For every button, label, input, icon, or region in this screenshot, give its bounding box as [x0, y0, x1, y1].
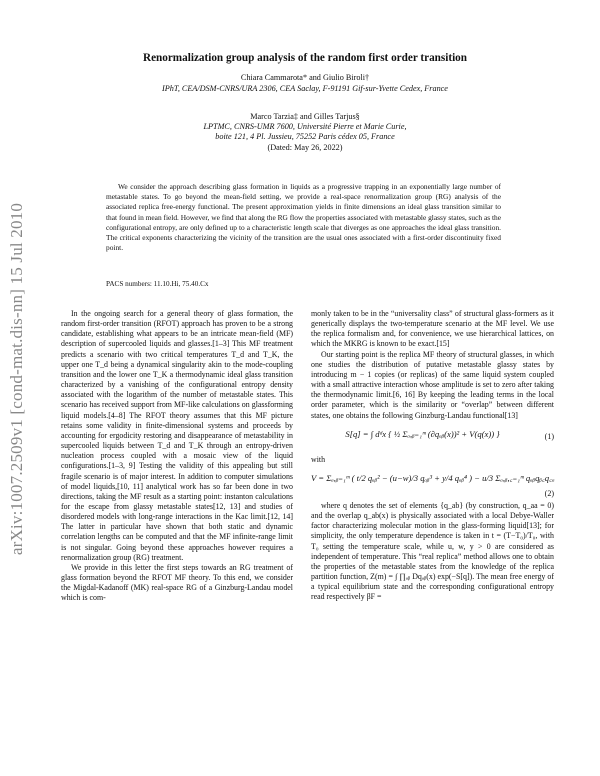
equation-2-number: (2)	[544, 488, 554, 498]
equation-2	[311, 465, 554, 501]
paragraph: monly taken to be in the “universality class” of structural glass-formers as it generically displays the two-temperature scenario at the MF level. We use the replica formalism and, for convenience, we use hierarchical lattices, on which the MKRG is known to be exact.[15]	[311, 309, 554, 349]
paragraph: In the ongoing search for a general theory of glass formation, the random first-order transition (RFOT) approach has proven to be a strong candidate, establishing what appears to be an intricate mean-field (MF) description of supercooled liquids and glasses.[1–3] This MF treatment predicts a scenario with two critical temperatures T_d and T_K, the upper one T_d being a dynamical singularity akin to the mode-coupling transition and the lower one T_K a thermodynamic ideal glass transition characterized by a vanishing of the configurational entropy density associated with the logarithm of the number of metastable states. This scenario has received support from MF-like calculations on glassforming liquid models.[4–8] The RFOT theory assumes that this MF picture retains some validity in finite-dimensional systems and proceeds by accounting for ergodicity restoring and disappearance of metastability in supercooled liquids between T_d and T_K through an entropy-driven nucleation process coupled with a mosaic view of the liquid configurations.[1–3, 9] Testing the validity of this appealing but still fragile scenario is of major interest. In addition to computer simulations of model liquids,[10, 11] analytical work has so far been done in two directions, taking the MF result as a starting point: instanton calculations for the escape from glassy metastable states[12, 13] and studies of disordered models with long-range interactions in the Kac limit.[12, 14] The latter in particular have shown that both static and dynamic correlation lengths can be computed and that the MF infinite-range limit is not singular. Going beyond these approaches however requires a renormalization group (RG) treatment.	[61, 309, 293, 562]
equation-1	[311, 421, 554, 455]
equation-2-body: V = Σₐ,ᵦ₌₁ᵐ ( t/2 qₐᵦ² − (u−w)/3 qₐᵦ³ + y/4 qₐᵦ⁴ ) − u/3 Σₐ,ᵦ,꜀₌₁ᵐ qₐᵦqᵦ꜀q꜀ₐ	[311, 472, 555, 483]
pacs-numbers: PACS numbers: 11.10.Hi, 75.40.Cx	[106, 280, 209, 288]
abstract: We consider the approach describing glass formation in liquids as a progressive trapping in an exponentially large number of metastable states. To go beyond the mean-field setting, we provide a real-space renormalization group (RG) analysis of the associated replica free-energy functional. The present approximation yields in finite dimensions an ideal glass transition similar to that found in mean field. However, we find that along the RG flow the properties associated with metastable glassy states, such as the configurational entropy, are only defined up to a characteristic length scale that diverges as one approaches the ideal glass transition. The critical exponents characterizing the vicinity of the transition are the usual ones associated with a first-order discontinuity fixed point.	[106, 182, 501, 253]
equation-1-body: S[q] = ∫ dᵈx { ½ Σₐ,ᵦ₌₁ᵐ (∂qₐᵦ(x))² + V(q(x)) }	[345, 428, 500, 439]
arxiv-identifier: arXiv:1007.2509v1 [cond-mat.dis-nn] 15 Jul 2010	[7, 202, 26, 556]
right-column	[311, 309, 554, 602]
authors-line-1: Chiara Cammarota* and Giulio Biroli†	[240, 73, 370, 82]
equation-1-number: (1)	[544, 431, 554, 441]
paragraph: We provide in this letter the first steps towards an RG treatment of glass formation beyond the RFOT MF theory. To this end, we consider the Migdal-Kadanoff (MK) real-space RG of a Ginzburg-Landau model which is com-	[61, 562, 293, 603]
paragraph: where q denotes the set of elements {q_ab} (by construction, q_aa = 0) and the overlap q_ab(x) is physically associated with a local Debye-Waller factor characterizing molecular motion in the glass-forming liquid[13]; for simplicity, the only temperature dependence is taken in t = (T−T₀)/T₀, with T₀ setting the temperature scale, while u, w, y > 0 are considered as independent of temperature. This “real replica” method allows one to obtain the properties of the metastable states from the knowledge of the replica partition function, Z(m) = ∫ ∏ₐᵦ Dqₐᵦ(x) exp(−S[q]). The mean free energy of a typical equilibrium state and the corresponding configurational entropy read respectively βF =	[311, 500, 554, 602]
left-column	[61, 309, 293, 604]
paper-title: Renormalization group analysis of the random first order transition	[142, 52, 468, 64]
with-text: with	[311, 454, 326, 464]
affiliation-2b: boite 121, 4 Pl. Jussieu, 75252 Paris cédex 05, France	[215, 132, 395, 141]
date-line: (Dated: May 26, 2022)	[267, 143, 343, 152]
affiliation-2a: LPTMC, CNRS-UMR 7600, Université Pierre et Marie Curie,	[203, 122, 407, 131]
paragraph: Our starting point is the replica MF theory of structural glasses, in which one studies the distribution of putative metastable glassy states by introducing m − 1 copies (or replicas) of the same liquid system coupled with a small attractive interaction whose amplitude is set to zero after taking the thermodynamic limit.[6, 16] By keeping the leading terms in the local order parameter, which is the similarity or “overlap” between different states, one obtains the following Ginzburg-Landau functional[13]	[311, 349, 554, 420]
affiliation-1: IPhT, CEA/DSM-CNRS/URA 2306, CEA Saclay, F-91191 Gif-sur-Yvette Cedex, France	[162, 84, 448, 93]
authors-line-2: Marco Tarzia‡ and Gilles Tarjus§	[250, 112, 360, 121]
